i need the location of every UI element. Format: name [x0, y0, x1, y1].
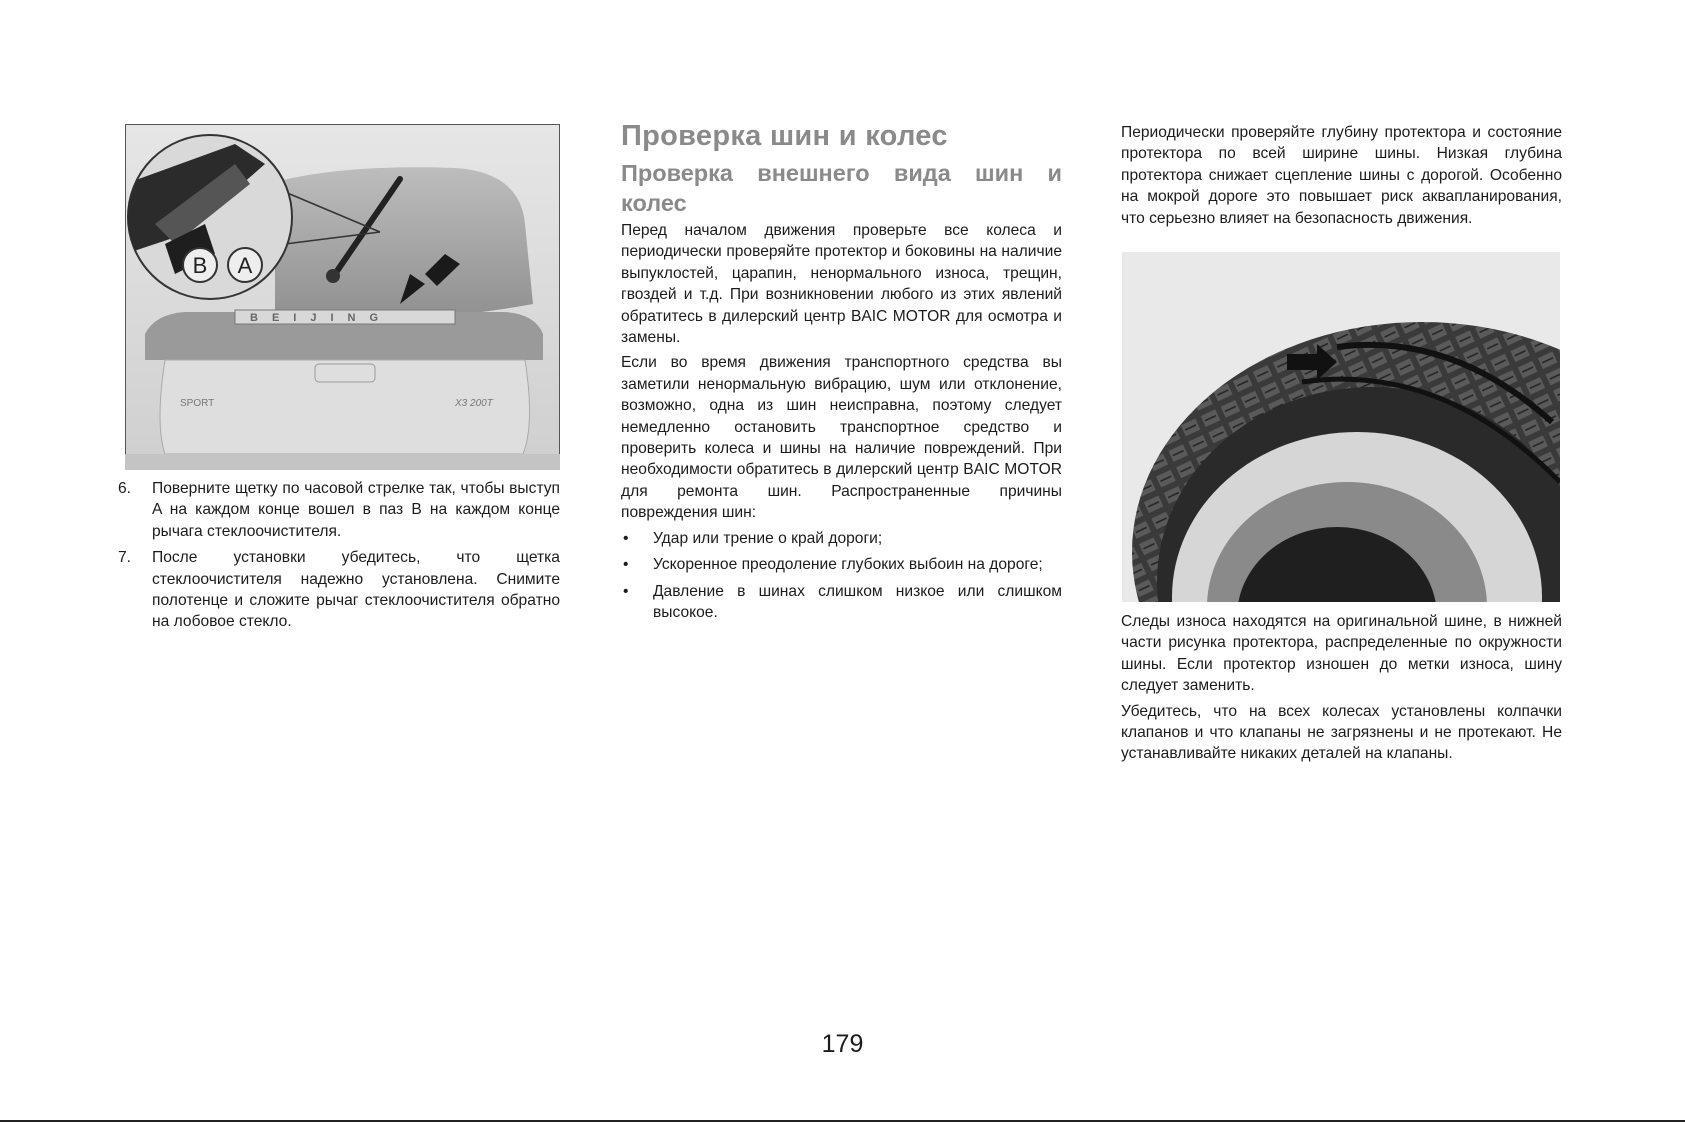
section-subtitle: Проверка внешнего вида шин и колес [621, 160, 1062, 216]
step-item [118, 478, 560, 542]
bullet-icon: • [623, 582, 629, 600]
step-number: 6. [118, 480, 132, 497]
tire-inspection-text [621, 220, 1062, 628]
list-item: • Ускоренное преодоление глубоких выбоин на дороге; [621, 554, 1062, 575]
page-edge-divider [0, 1120, 1685, 1122]
tire-tread-figure [1122, 252, 1560, 602]
section-title: Проверка шин и колес [621, 120, 948, 152]
step-text: После установки убедитесь, что щетка стеклоочистителя надежно установлена. Снимите полотенце и сложите рычаг стеклоочистителя обратно на лобовое стекло. [152, 549, 560, 631]
rear-wiper-figure [125, 124, 560, 470]
list-item: • Удар или трение о край дороги; [621, 528, 1062, 549]
svg-text:BEIJING: BEIJING [250, 312, 393, 324]
paragraph: Если во время движения транспортного средства вы заметили ненормальную вибрацию, шум или отклонение, возможно, одна из шин неисправна, поэтому следует немедленно остановить транспортное средство и проверить колеса и шины на наличие повреждений. При необходимости обратитесь в дилерский центр BAIC MOTOR для ремонта шин. Распространенные причины повреждения шин: [621, 354, 1062, 522]
svg-text:SPORT: SPORT [180, 398, 215, 409]
tread-depth-text [1121, 122, 1562, 233]
wear-indicator-text [1121, 611, 1562, 769]
svg-text:X3 200T: X3 200T [455, 398, 493, 409]
label-a: A [237, 253, 253, 278]
page-number: 179 [821, 1030, 864, 1058]
wiper-steps-list [118, 478, 560, 638]
step-number: 7. [118, 549, 132, 567]
bullet-icon: • [623, 529, 629, 547]
list-item: • Давление в шинах слишком низкое или слишком высокое. [623, 582, 1062, 621]
paragraph: Перед началом движения проверьте все колеса и периодически проверяйте протектор и боковины на наличие выпуклостей, царапин, ненормального износа, трещин, гвоздей и т.д. При возникновении любого из этих явлений обратитесь в дилерский центр BAIC MOTOR для осмотра и замены. [621, 222, 1062, 347]
label-b: B [192, 253, 208, 278]
damage-causes-list [621, 528, 1062, 624]
step-item [118, 547, 560, 633]
paragraph: Периодически проверяйте глубину протектора и состояние протектора по всей ширине шины. Низкая глубина протектора снижает сцепление шины с дорогой. Особенно на мокрой дороге это повышает риск аквапланирования, что серьезно влияет на безопасность движения. [1121, 124, 1562, 227]
paragraph: Убедитесь, что на всех колесах установлены колпачки клапанов и что клапаны не загрязнены и не протекают. Не устанавливайте никаких деталей на клапаны. [1121, 702, 1562, 763]
bullet-icon: • [623, 556, 629, 574]
step-text: Поверните щетку по часовой стрелке так, чтобы выступ A на каждом конце вошел в паз B на каждом конце рычага стеклоочистителя. [152, 480, 560, 540]
paragraph: Следы износа находятся на оригинальной шине, в нижней части рисунка протектора, распределенные по окружности шины. Если протектор изношен до метки износа, шину следует заменить. [1121, 613, 1562, 695]
